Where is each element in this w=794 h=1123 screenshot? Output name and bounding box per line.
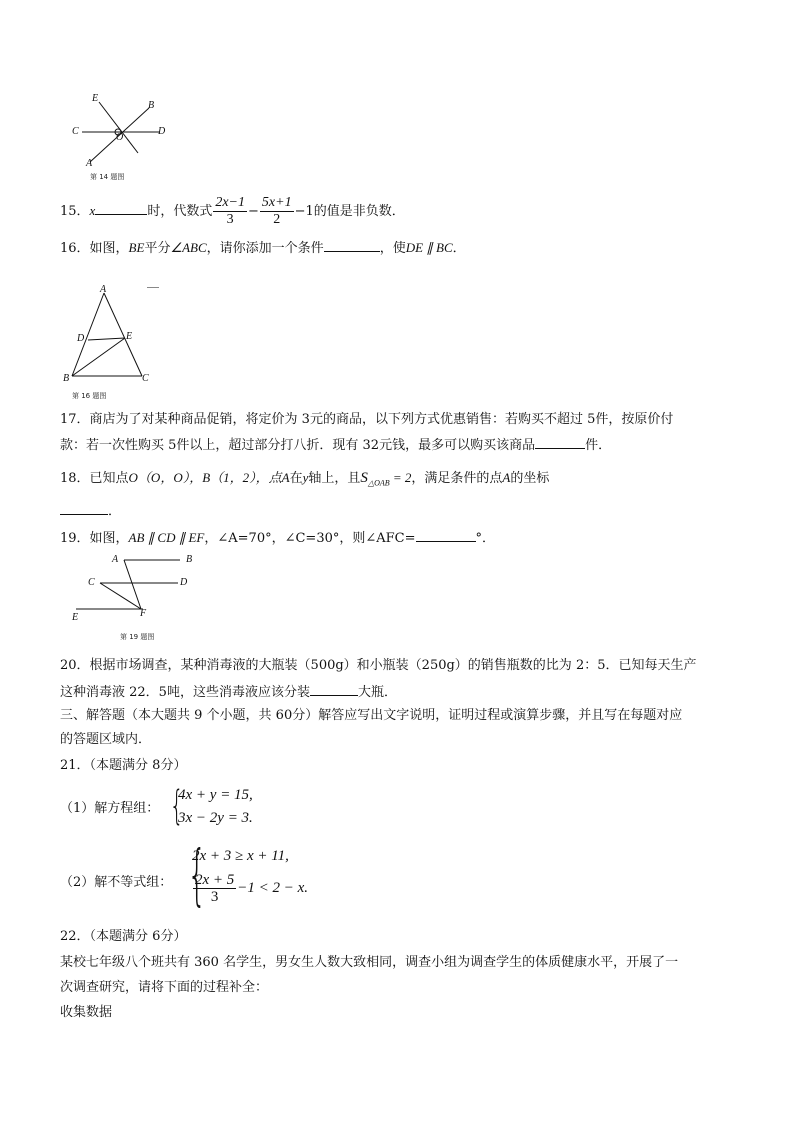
q15-fraction-1: $\frac{2x-1}{3}$: [215, 195, 246, 227]
q15-tail-expr: −1: [294, 204, 314, 219]
label-d: D: [158, 126, 166, 137]
question-18: 18．已知点O（O，O），B（1，2），点A在y轴上，且$S_{\triangle OAB} = 2$，满足条件的点A的坐标: [60, 470, 550, 488]
label-c: C: [88, 577, 95, 588]
q18-answer-blank[interactable]: [60, 501, 108, 515]
q15-answer-blank[interactable]: [95, 201, 147, 215]
question-21-header: 21．（本题满分 8分）: [60, 758, 187, 773]
q15-minus: −: [248, 204, 259, 219]
figure-14-caption: 第 14 题图: [90, 173, 125, 181]
figure-14: [66, 90, 176, 180]
q15-text-mid: 时，代数式: [147, 204, 213, 219]
figure-16: [60, 284, 170, 404]
question-17-line-1: 17．商店为了对某种商品促销，将定价为 3元的商品，以下列方式优惠销售：若购买不超过 5件，按原价付: [60, 412, 674, 427]
question-17-line-2: 款：若一次性购买 5件以上，超过部分打八折．现有 32元钱，最多可以购买该商品 件．: [60, 435, 611, 455]
label-e: E: [72, 612, 79, 623]
question-20-line-1: 20．根据市场调查，某种消毒液的大瓶装（500g）和小瓶装（250g）的销售瓶数的比为 2：5．已知每天生产: [60, 658, 697, 673]
label-a: A: [100, 284, 107, 295]
q21-inequality-2: $\frac{2x + 5}{3}$ −1 < 2 − x.: [195, 872, 309, 905]
question-22-header: 22．（本题满分 6分）: [60, 929, 187, 944]
q16-answer-blank[interactable]: [324, 238, 380, 252]
figure-19-diagram: [68, 552, 198, 630]
q21-part2-label: （2）解不等式组：: [60, 875, 173, 890]
label-c: C: [142, 373, 149, 384]
q21-part1-label: （1）解方程组：: [60, 801, 160, 816]
label-o: O: [116, 132, 124, 143]
question-15: [60, 192, 405, 231]
question-22-line-1: 某校七年级八个班共有 360 名学生，男女生人数大致相同，调查小组为调查学生的体质健康水平，开展了一: [60, 955, 679, 970]
figure-19: [68, 552, 198, 644]
label-b: B: [186, 554, 193, 565]
q21-inequality-1: 2x + 3 ≥ x + 11,: [192, 848, 289, 864]
question-16: 16．如图，BE平分∠ABC，请你添加一个条件 ，使DE ∥ BC．: [60, 240, 466, 256]
q21-inequality-2-fraction: $\frac{2x + 5}{3}$: [195, 872, 235, 905]
question-22-line-3: 收集数据: [60, 1005, 113, 1020]
label-f: F: [140, 608, 147, 619]
figure-16-caption: 第 16 题图: [72, 392, 107, 400]
q15-fraction-2: $\frac{5x+1}{2}$: [261, 195, 292, 227]
label-a: A: [86, 158, 93, 169]
label-b: B: [148, 100, 155, 111]
section-3-heading-cont: 的答题区域内．: [60, 732, 152, 747]
label-a: A: [112, 554, 119, 565]
section-3-heading: 三、解答题（本大题共 9 个小题，共 60分）解答应写出文字说明，证明过程或演算步骤，并且写在每题对应: [60, 708, 683, 723]
label-e: E: [126, 331, 133, 342]
q15-text-end: 的值是非负数．: [313, 204, 405, 219]
q19-answer-blank[interactable]: [416, 528, 476, 542]
q20-answer-blank[interactable]: [310, 682, 358, 696]
q15-var: x: [89, 203, 96, 218]
q15-number: 15．: [60, 204, 90, 219]
question-22-line-2: 次调查研究，请将下面的过程补全：: [60, 980, 269, 995]
question-18-answer-line: ．: [60, 501, 121, 521]
label-d: D: [77, 333, 85, 344]
q21-equation-1: 4x + y = 15,: [178, 787, 253, 803]
q21-equation-2: 3x − 2y = 3.: [178, 810, 253, 826]
label-c: C: [72, 126, 79, 137]
figure-19-caption: 第 19 题图: [120, 633, 155, 641]
q17-answer-blank[interactable]: [535, 435, 585, 449]
q21-part1-brace: {: [169, 783, 184, 829]
label-e: E: [92, 93, 99, 104]
label-b: B: [63, 373, 70, 384]
q21-part2-brace: {: [187, 836, 207, 913]
question-20-line-2: 这种消毒液 22．5吨，这些消毒液应该分装 大瓶．: [60, 682, 397, 702]
label-d: D: [180, 577, 188, 588]
question-19: 19．如图，AB ∥ CD ∥ EF，∠A=70°，∠C=30°，则∠AFC= °．: [60, 530, 496, 546]
